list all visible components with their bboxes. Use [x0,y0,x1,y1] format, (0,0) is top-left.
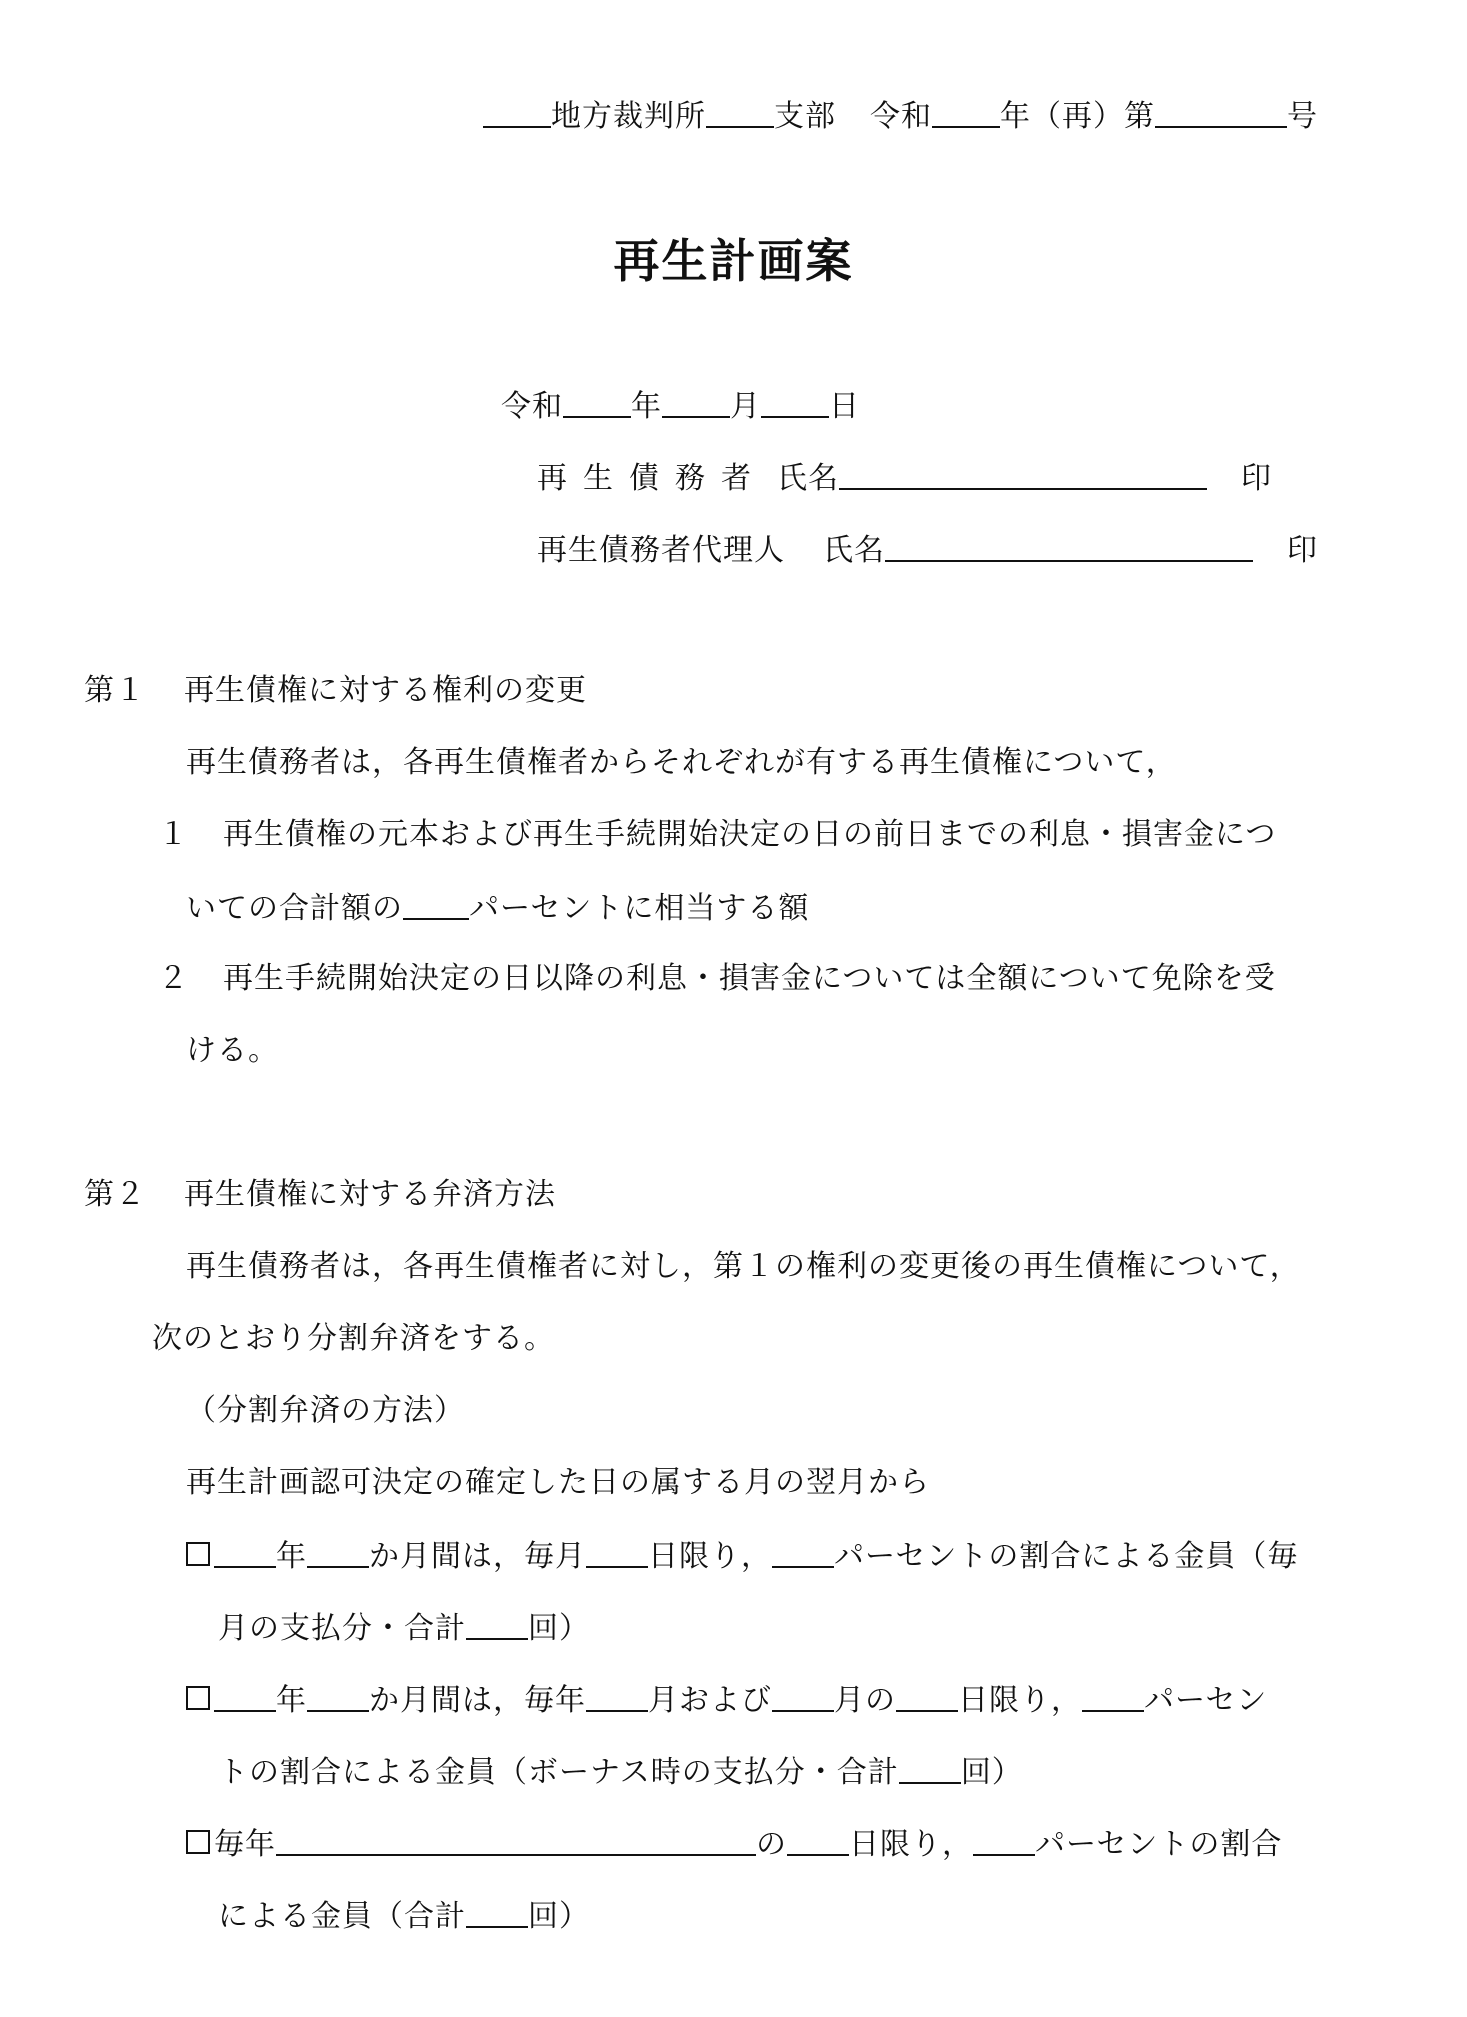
debtor-signature-line [537,462,1272,494]
item2-number: ２ [158,961,189,996]
option1-line2-text: 月の支払分・合計 [218,1611,466,1646]
option2-checkbox[interactable] [186,1686,210,1710]
option1-months-label: か月間は，毎月 [369,1539,586,1574]
option2-month-and-label: 月および [648,1683,772,1718]
option1-months-blank[interactable] [307,1540,369,1568]
debtor-name-label: 氏名 [777,461,839,496]
debtor-seal: 印 [1241,461,1272,496]
option2-month1-blank[interactable] [586,1684,648,1712]
option3-checkbox[interactable] [186,1830,210,1854]
debtor-label: 再生債務者 [537,461,767,496]
option3-line2-text: による金員（合計 [218,1899,466,1934]
section1-item2-line2: ける。 [186,1033,279,1068]
option2-line2 [218,1756,1023,1788]
option2-count-label: 回） [960,1755,1023,1790]
option3-count-blank[interactable] [466,1900,528,1928]
agent-signature-line [537,534,1318,566]
section1-heading [84,673,587,708]
date-month-blank[interactable] [662,390,730,418]
date-month-label: 月 [730,389,761,424]
date-year-blank[interactable] [563,390,631,418]
section1-item2-line1 [158,961,1276,996]
item1-text-2a: いての合計額の [186,891,403,926]
case-number-line [483,100,1318,132]
option2-month2-blank[interactable] [772,1684,834,1712]
option1-count-label: 回） [528,1611,590,1646]
item1-number: １ [158,817,189,852]
option3-count-label: 回） [528,1899,590,1934]
option3-day-label: 日限り， [849,1827,973,1862]
section2-heading [84,1177,556,1212]
option1-day-blank[interactable] [586,1540,648,1568]
court-label: 地方裁判所 [551,99,706,134]
branch-blank[interactable] [706,100,774,128]
option1-day-label: 日限り， [648,1539,772,1574]
agent-seal: 印 [1287,533,1318,568]
section1-number: 第１ [84,673,146,708]
option2-line2-text: トの割合による金員（ボーナス時の支払分・合計 [218,1755,899,1790]
option1-years-blank[interactable] [214,1540,276,1568]
option3-date-blank[interactable] [276,1828,756,1856]
option3-percent-label: パーセントの割合 [1035,1827,1283,1862]
reduction-percent-blank[interactable] [403,892,469,920]
case-type-label: 年（再）第 [1000,99,1155,134]
case-year-blank[interactable] [932,100,1000,128]
option3-every-year-label: 毎年 [214,1827,276,1862]
option1-checkbox[interactable] [186,1542,210,1566]
debtor-name-field[interactable] [839,462,1207,490]
option2-count-blank[interactable] [899,1756,961,1784]
era-label: 令和 [870,99,932,134]
item1-text-2b: パーセントに相当する額 [469,891,810,926]
agent-name-label: 氏名 [823,533,885,568]
option2-year-label: 年 [276,1683,307,1718]
option1-line1 [186,1540,1298,1572]
section1-item1-line1 [158,817,1277,852]
section2-intro-line2: 次のとおり分割弁済をする。 [152,1321,555,1356]
option2-months-label: か月間は，毎年 [369,1683,586,1718]
court-blank[interactable] [483,100,551,128]
case-number-suffix: 号 [1287,99,1318,134]
section2-intro-line1: 再生債務者は，各再生債権者に対し，第１の権利の変更後の再生債権について， [186,1249,1301,1284]
item1-text: 再生債権の元本および再生手続開始決定の日の前日までの利息・損害金につ [223,817,1277,852]
date-day-label: 日 [829,389,860,424]
option2-day-blank[interactable] [896,1684,958,1712]
date-day-blank[interactable] [761,390,829,418]
option3-day-blank[interactable] [787,1828,849,1856]
option2-years-blank[interactable] [214,1684,276,1712]
option3-percent-blank[interactable] [973,1828,1035,1856]
date-era: 令和 [501,389,563,424]
section1-intro: 再生債務者は，各再生債権者からそれぞれが有する再生債権について， [186,745,1177,780]
option2-percent-blank[interactable] [1082,1684,1144,1712]
date-year-label: 年 [631,389,662,424]
document-title: 再生計画案 [613,234,854,288]
option2-percent-label: パーセン [1144,1683,1268,1718]
payment-method-label: （分割弁済の方法） [186,1393,465,1428]
section2-title: 再生債権に対する弁済方法 [184,1177,556,1212]
option3-line1 [186,1828,1282,1860]
agent-label: 再生債務者代理人 [537,533,785,568]
option1-year-label: 年 [276,1539,307,1574]
option1-line2 [218,1612,590,1644]
section2-number: 第２ [84,1177,146,1212]
option3-of-label: の [756,1827,787,1862]
item2-text: 再生手続開始決定の日以降の利息・損害金については全額について免除を受 [223,961,1276,996]
section1-title: 再生債権に対する権利の変更 [184,673,587,708]
date-line [501,390,860,422]
case-number-blank[interactable] [1155,100,1287,128]
option1-percent-blank[interactable] [772,1540,834,1568]
section1-item1-line2 [186,892,809,924]
option2-month-of-label: 月の [834,1683,896,1718]
option2-day-label: 日限り， [958,1683,1082,1718]
payment-start-text: 再生計画認可決定の確定した日の属する月の翌月から [186,1465,930,1500]
option2-line1 [186,1684,1267,1716]
branch-label: 支部 [774,99,836,134]
option1-percent-label: パーセントの割合による金員（毎 [834,1539,1299,1574]
option2-months-blank[interactable] [307,1684,369,1712]
agent-name-field[interactable] [885,534,1253,562]
option1-count-blank[interactable] [466,1612,528,1640]
option3-line2 [218,1900,590,1932]
